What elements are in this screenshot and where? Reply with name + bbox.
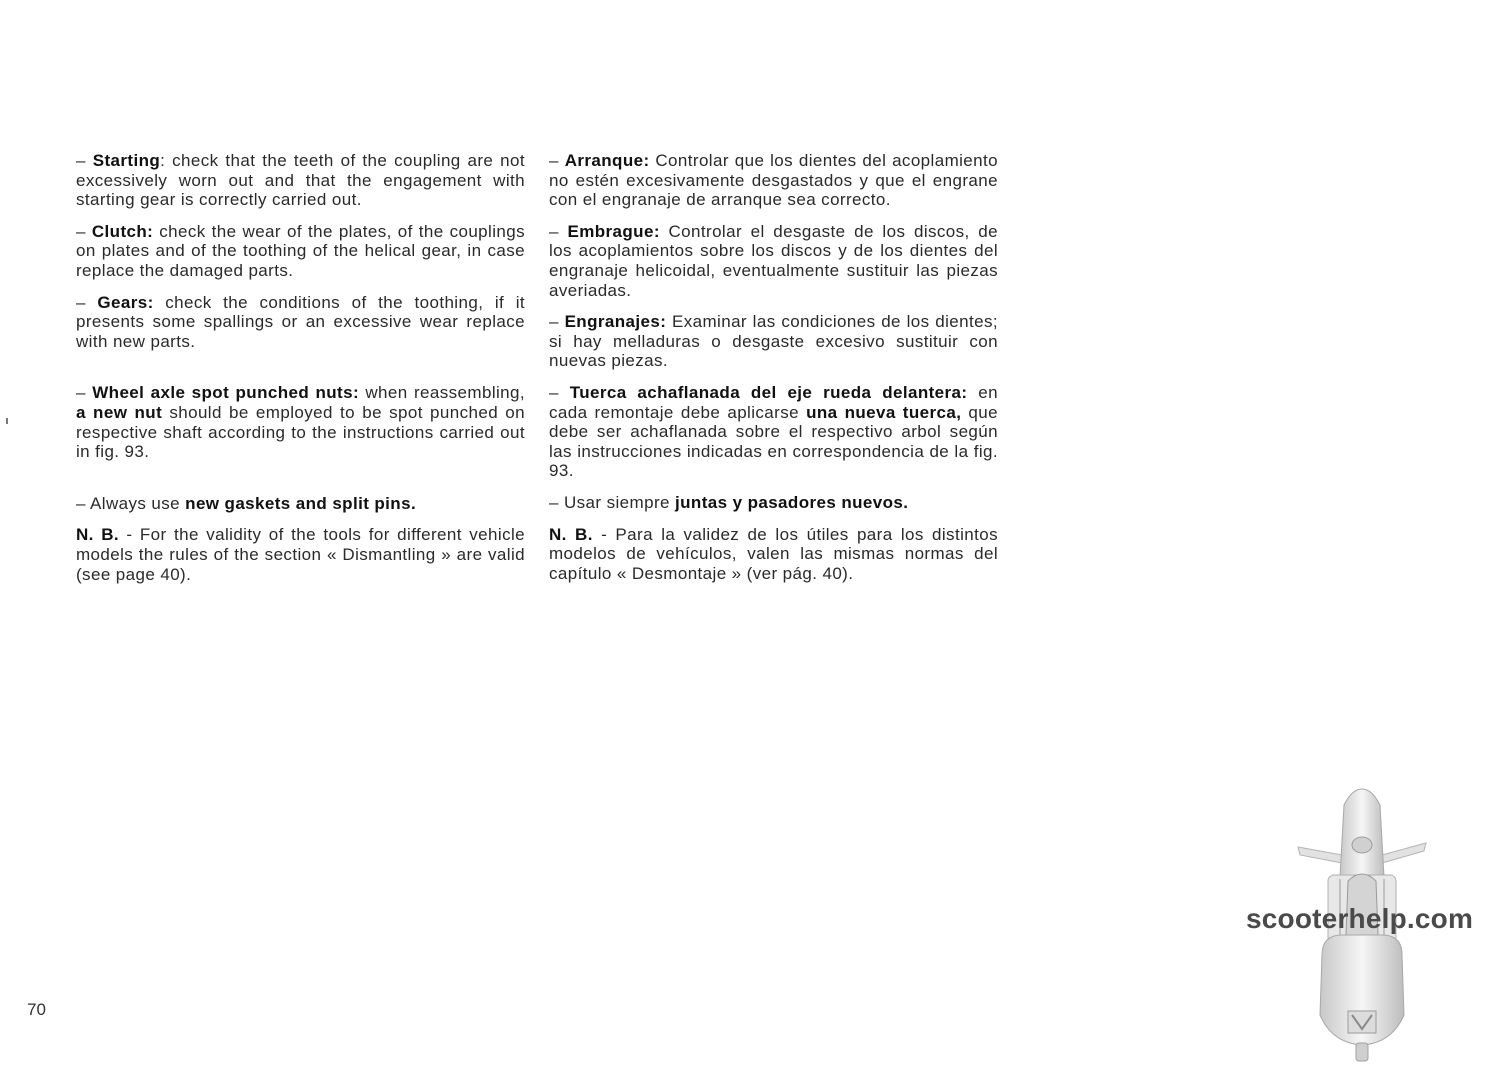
scan-mark [6,418,8,424]
heading-arranque: Arranque: [564,151,650,170]
dash: – [76,292,98,312]
heading-wheel-axle: Wheel axle spot punched nuts: [92,383,360,403]
text-tuerca-2: que debe ser achaflanada sobre el respectivo arbol según las instrucciones indicadas en correspondencia de la fig. 93. [549,402,998,481]
para-tuerca [549,383,998,481]
para-clutch [76,222,525,281]
text-engranajes: Examinar las condiciones de los dientes; si hay melladuras o desgaste excesivo sustituir con nuevas piezas. [549,312,998,371]
english-column [76,151,525,584]
dash: – [76,151,93,170]
dash: – [549,151,565,170]
text-arranque: Controlar que los dientes del acoplamiento no estén excesivamente desgastados y que el engrane con el engranaje de arranque sea correcto. [549,151,998,210]
heading-starting: Starting [92,151,161,170]
text-gaskets-pre: Always use [90,493,186,513]
text-embrague: Controlar el desgaste de los discos, de los acoplamientos sobre los discos y de los dientes del engranaje helicoidal, eventualmente sustituir las piezas averiadas. [549,221,999,300]
spanish-column [549,151,998,583]
text-clutch: check the wear of the plates, of the couplings on plates and of the toothing of the helical gear, in case replace the damaged parts. [76,221,525,280]
nb-label: N. B. [549,524,593,544]
dash: – [76,493,91,513]
para-arranque [549,151,998,210]
text-tuerca: en cada remontaje debe aplicarse [549,382,998,422]
para-juntas [549,493,998,513]
para-gaskets [76,494,525,514]
nb-label: N. B. [76,525,120,545]
para-embrague [549,222,998,300]
bold-juntas: juntas y pasadores nuevos. [675,492,909,512]
text-starting: : check that the teeth of the coupling are not excessively worn out and that the engagement with starting gear is correctly carried out. [76,151,525,210]
dash: – [549,492,564,512]
heading-embrague: Embrague: [567,221,660,241]
dash: – [549,382,570,402]
bold-new-nut: a new nut [76,402,163,422]
page-number: 70 [27,1000,46,1019]
text-wheel-axle-2: should be employed to be spot punched on respective shaft according to the instructions carried out in fig. 93. [76,402,525,462]
text-nb-es: - Para la validez de los útiles para los distintos modelos de vehículos, valen las mismas normas del capítulo « Desmontaje » (ver pág. 40). [549,524,998,583]
dash: – [549,221,568,241]
bold-nueva-tuerca: una nueva tuerca, [806,402,962,422]
heading-clutch: Clutch: [91,221,154,241]
para-wheel-axle [76,383,525,461]
dash: – [549,312,565,332]
text-juntas-pre: Usar siempre [563,492,675,512]
para-gears [76,293,525,352]
text-wheel-axle: when reassembling, [359,383,526,403]
heading-tuerca: Tuerca achaflanada del eje rueda delantera: [569,382,968,402]
dash: – [76,383,93,403]
para-nb [76,525,525,584]
heading-engranajes: Engranajes: [564,312,667,332]
watermark: scooterhelp.com [1246,903,1474,934]
dash: – [76,221,92,241]
para-engranajes [549,312,998,371]
para-starting [76,151,525,210]
text-gears: check the conditions of the toothing, if it presents some spallings or an excessive wear replace with new parts. [76,292,525,351]
para-nb-es [549,525,998,584]
bold-gaskets: new gaskets and split pins. [185,493,417,513]
heading-gears: Gears: [97,292,154,312]
text-nb: - For the validity of the tools for different vehicle models the rules of the section « Dismantling » are valid (see page 40). [76,525,525,584]
